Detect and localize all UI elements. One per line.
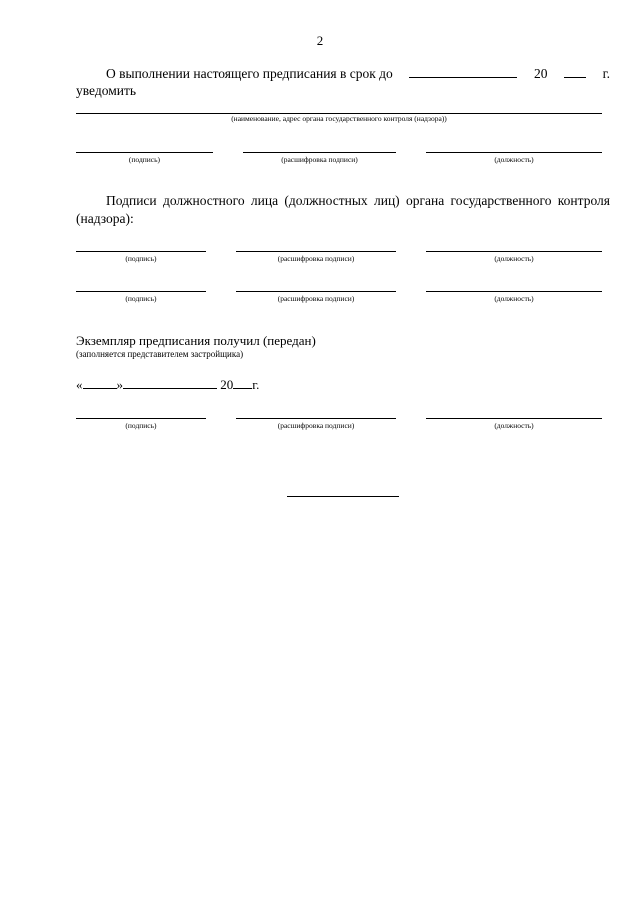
position-caption: (должность) [494, 254, 534, 263]
position-field[interactable] [426, 251, 602, 252]
receipt-year-suffix: г. [252, 377, 260, 392]
signature-caption: (подпись) [128, 155, 161, 164]
position-caption: (должность) [494, 421, 534, 430]
receipt-date-line [76, 376, 259, 393]
signature-field[interactable] [76, 418, 206, 419]
page-number: 2 [316, 33, 324, 48]
notice-text: О выполнении настоящего предписания в срок до [106, 66, 393, 81]
deadline-year-field[interactable] [564, 64, 586, 78]
decryption-field[interactable] [243, 152, 396, 153]
position-field[interactable] [426, 291, 602, 292]
decryption-caption: (расшифровка подписи) [277, 421, 355, 430]
decryption-field[interactable] [236, 291, 396, 292]
receipt-month-field[interactable] [123, 376, 217, 389]
end-of-document-rule [287, 496, 399, 497]
signature-field[interactable] [76, 291, 206, 292]
receipt-year-prefix: 20 [220, 377, 234, 392]
position-field[interactable] [426, 152, 602, 153]
quote-open: « [76, 377, 83, 392]
receipt-year-field[interactable] [233, 376, 252, 389]
position-field[interactable] [426, 418, 602, 419]
signature-field[interactable] [76, 251, 206, 252]
notice-line [76, 64, 610, 83]
receipt-day-field[interactable] [83, 376, 117, 389]
decryption-caption: (расшифровка подписи) [281, 155, 358, 164]
decryption-field[interactable] [236, 251, 396, 252]
org-caption: (наименование, адрес органа государственного контроля (надзора)) [231, 114, 447, 123]
signature-field[interactable] [76, 152, 213, 153]
signature-caption: (подпись) [125, 294, 157, 303]
position-caption: (должность) [494, 155, 534, 164]
decryption-caption: (расшифровка подписи) [277, 254, 355, 263]
officials-paragraph: Подписи должностного лица (должностных лиц) органа государственного контроля (надзора): [76, 193, 610, 226]
copy-received-title: Экземпляр предписания получил (передан) [76, 333, 316, 348]
signature-caption: (подпись) [125, 421, 157, 430]
quote-close: » [116, 377, 123, 392]
position-caption: (должность) [494, 294, 534, 303]
notice-year-prefix: 20 [533, 66, 548, 81]
deadline-date-field[interactable] [409, 64, 517, 78]
notice-year-suffix: г. [602, 66, 610, 81]
decryption-caption: (расшифровка подписи) [277, 294, 355, 303]
copy-received-note: (заполняется представителем застройщика) [76, 349, 244, 359]
notice-continuation: уведомить [76, 83, 137, 98]
signature-caption: (подпись) [125, 254, 157, 263]
decryption-field[interactable] [236, 418, 396, 419]
